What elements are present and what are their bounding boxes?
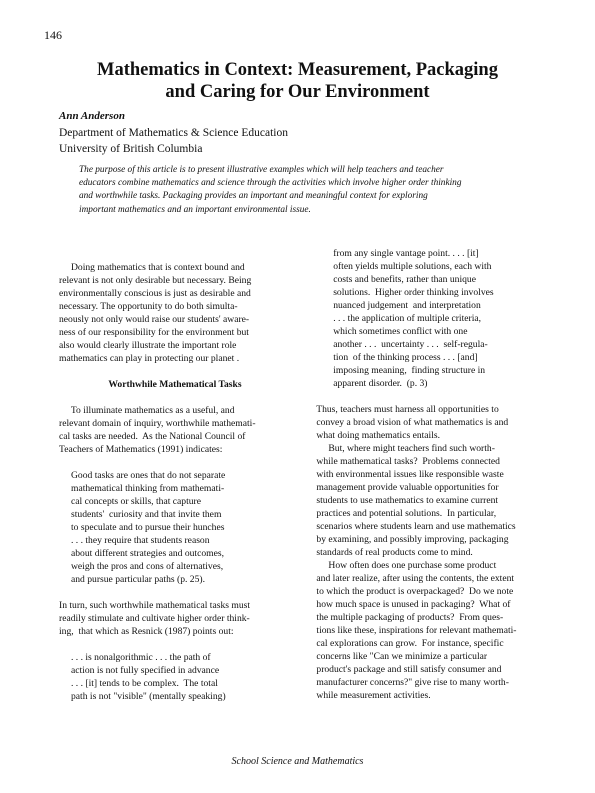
text-line: relevant domain of inquiry, worthwhile mathemati- xyxy=(59,418,256,429)
paragraph-gap xyxy=(314,390,554,403)
text-line: How often does one purchase some product xyxy=(314,560,497,571)
text-line: scenarios where students learn and use mathematics xyxy=(314,521,516,532)
text-line: management provide valuable opportunities for xyxy=(314,482,499,493)
text-line: and pursue particular paths (p. 25). xyxy=(59,574,205,585)
text-line: by examining, and possibly improving, packaging xyxy=(314,534,509,545)
abstract-line: and worthwhile tasks. Packaging provides an important and meaningful context for exploring xyxy=(79,191,428,202)
text-line: imposing meaning, finding structure in xyxy=(314,365,486,376)
text-line: Good tasks are ones that do not separate xyxy=(59,470,226,481)
page-number: 146 xyxy=(44,28,62,42)
text-line: necessary. The opportunity to do both simulta- xyxy=(59,301,238,312)
text-line: what doing mathematics entails. xyxy=(314,430,441,441)
text-line: the multiple packaging of products? From ques- xyxy=(314,612,504,623)
text-line: to which the product is overpackaged? Do we note xyxy=(314,586,514,597)
text-line: standards of real products come to mind. xyxy=(314,547,473,558)
text-line: which sometimes conflict with one xyxy=(314,326,468,337)
text-line: students to use mathematics to examine current xyxy=(314,495,499,506)
text-line: solutions. Higher order thinking involves xyxy=(314,287,494,298)
title-line: and Caring for Our Environment xyxy=(165,82,430,102)
text-line: Teachers of Mathematics (1991) indicates: xyxy=(59,444,223,455)
text-line: Thus, teachers must harness all opportunities to xyxy=(314,404,499,415)
text-line: environmentally conscious is just as desirable and xyxy=(59,288,251,299)
left-column xyxy=(59,261,291,703)
paragraph-gap xyxy=(59,456,291,469)
text-line: while mathematical tasks? Problems connected xyxy=(314,456,500,467)
text-line: from any single vantage point. . . . [it] xyxy=(314,248,479,259)
affiliation-department: Department of Mathematics & Science Education xyxy=(59,127,288,139)
text-line: readily stimulate and cultivate higher order think- xyxy=(59,613,250,624)
text-line: path is not "visible" (mentally speaking) xyxy=(59,691,226,702)
section-heading: Worthwhile Mathematical Tasks xyxy=(108,379,242,390)
text-line: ness of our responsibility for the environment but xyxy=(59,327,249,338)
text-line: costs and benefits, rather than unique xyxy=(314,274,476,285)
text-line: . . . they require that students reason xyxy=(59,535,210,546)
text-line: to speculate and to pursue their hunches xyxy=(59,522,225,533)
text-line: tions like these, inspirations for relevant mathemati- xyxy=(314,625,517,636)
text-line: how much space is unused in packaging? What of xyxy=(314,599,511,610)
abstract xyxy=(79,164,539,217)
right-column xyxy=(314,247,554,702)
text-line: relevant is not only desirable but necessary. Being xyxy=(59,275,252,286)
text-line: action is not fully specified in advance xyxy=(59,665,220,676)
text-line: . . . is nonalgorithmic . . . the path of xyxy=(59,652,211,663)
text-line: ing, that which as Resnick (1987) points out: xyxy=(59,626,234,637)
journal-footer: School Science and Mathematics xyxy=(231,756,364,767)
text-line: practices and potential solutions. In particular, xyxy=(314,508,497,519)
text-line: students' curiosity and that invite them xyxy=(59,509,222,520)
affiliation-university: University of British Columbia xyxy=(59,143,203,155)
text-line: and later realize, after using the contents, the extent xyxy=(314,573,515,584)
text-line: In turn, such worthwhile mathematical tasks must xyxy=(59,600,251,611)
text-line: . . . the application of multiple criteria, xyxy=(314,313,482,324)
text-line: product's package and still satisfy consumer and xyxy=(314,664,502,675)
text-line: also would clearly illustrate the important role xyxy=(59,340,237,351)
paragraph-gap xyxy=(59,586,291,599)
paragraph-gap xyxy=(59,638,291,651)
text-line: convey a broad vision of what mathematics is and xyxy=(314,417,509,428)
text-line: about different strategies and outcomes, xyxy=(59,548,225,559)
text-line: with environmental issues like responsible waste xyxy=(314,469,504,480)
paragraph-gap xyxy=(59,391,291,404)
abstract-line: educators combine mathematics and science through the activities which involve higher order thinking xyxy=(79,178,462,189)
text-line: while measurement activities. xyxy=(314,690,431,701)
text-line: But, where might teachers find such worth- xyxy=(314,443,495,454)
text-line: manufacturer concerns?" give rise to many worth- xyxy=(314,677,509,688)
text-line: weigh the pros and cons of alternatives, xyxy=(59,561,224,572)
title-line: Mathematics in Context: Measurement, Packaging xyxy=(97,60,498,80)
text-line: apparent disorder. (p. 3) xyxy=(314,378,428,389)
text-line: nuanced judgement and interpretation xyxy=(314,300,481,311)
text-line: mathematics can play in protecting our planet . xyxy=(59,353,240,364)
text-line: another . . . uncertainty . . . self-regula- xyxy=(314,339,488,350)
article-title xyxy=(0,59,595,103)
text-line: cal concepts or skills, that capture xyxy=(59,496,201,507)
abstract-line: The purpose of this article is to present illustrative examples which will help teachers and teacher xyxy=(79,165,444,175)
text-line: mathematical thinking from mathemati- xyxy=(59,483,225,494)
text-line: neously not only would raise our students' aware- xyxy=(59,314,250,325)
text-line: cal tasks are needed. As the National Council of xyxy=(59,431,246,442)
text-line: cal explorations can grow. For instance, specific xyxy=(314,638,504,649)
text-line: often yields multiple solutions, each with xyxy=(314,261,492,272)
author-name: Ann Anderson xyxy=(59,110,125,122)
paragraph-gap xyxy=(59,365,291,378)
abstract-line: important mathematics and an important environmental issue. xyxy=(79,204,311,215)
text-line: tion of the thinking process . . . [and] xyxy=(314,352,478,363)
text-line: concerns like "Can we minimize a particular xyxy=(314,651,488,662)
text-line: . . . [it] tends to be complex. The total xyxy=(59,678,218,689)
text-line: To illuminate mathematics as a useful, and xyxy=(59,405,235,416)
text-line: Doing mathematics that is context bound and xyxy=(59,262,245,273)
